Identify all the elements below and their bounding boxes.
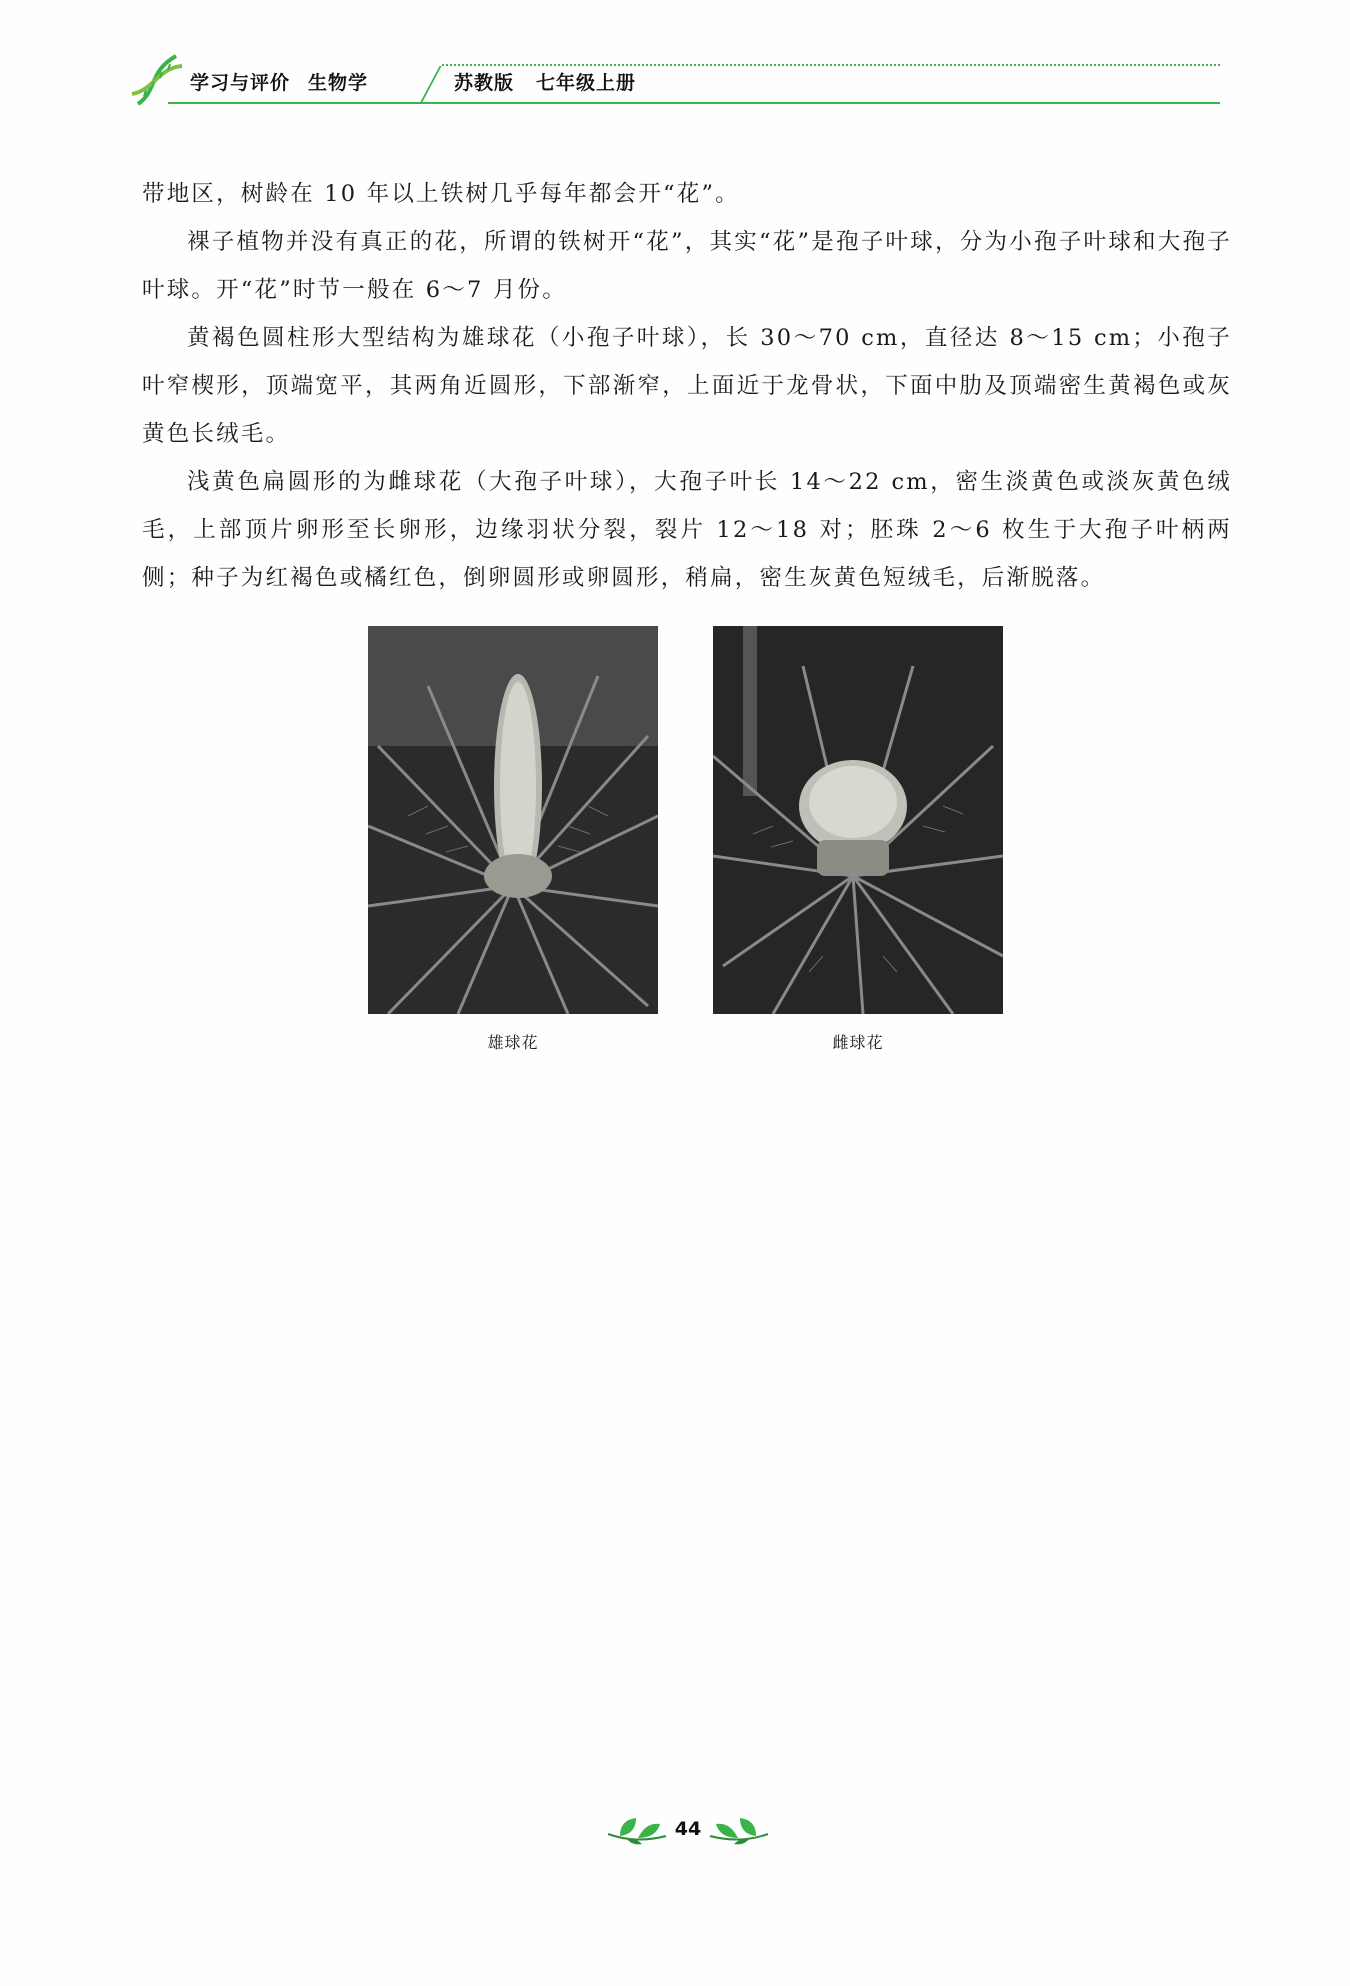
paragraph: 黄褐色圆柱形大型结构为雄球花（小孢子叶球），长 30～70 cm，直径达 8～15 cm；小孢子叶窄楔形，顶端宽平，其两角近圆形，下部渐窄，上面近于龙骨状，下面中肋及顶端密生黄褐色或灰黄色长绒毛。 [142, 325, 1232, 447]
body-text [142, 170, 1232, 602]
header-rule [168, 102, 1220, 104]
leaf-ornament-icon [708, 1814, 770, 1848]
paragraph: 浅黄色扁圆形的为雌球花（大孢子叶球），大孢子叶长 14～22 cm，密生淡黄色或淡灰黄色绒毛，上部顶片卵形至长卵形，边缘羽状分裂，裂片 12～18 对；胚珠 2～6 枚生于大孢子叶柄两侧；种子为红褐色或橘红色，倒卵圆形或卵圆形，稍扁，密生灰黄色短绒毛，后渐脱落。 [142, 469, 1232, 591]
header-edition [454, 68, 636, 95]
figure-caption: 雌球花 [832, 1033, 884, 1052]
page-footer [0, 1812, 1350, 1852]
cycad-female-cone-photo [713, 626, 1003, 1014]
dna-icon [128, 50, 186, 110]
book-title: 学习与评价 [190, 72, 291, 94]
leaf-ornament-icon [606, 1814, 668, 1848]
figure-caption: 雄球花 [487, 1033, 539, 1052]
figure-female-cone [713, 626, 1003, 1053]
paragraph-continued: 带地区，树龄在 10 年以上铁树几乎每年都会开“花”。 [142, 181, 740, 207]
paragraph: 裸子植物并没有真正的花，所谓的铁树开“花”，其实“花”是孢子叶球，分为小孢子叶球和大孢子叶球。开“花”时节一般在 6～7 月份。 [142, 229, 1232, 303]
page-header [128, 58, 1220, 108]
subject-name: 生物学 [308, 72, 369, 94]
grade-name: 七年级上册 [536, 72, 637, 94]
figure-male-cone [368, 626, 658, 1053]
header-book-title [190, 68, 368, 95]
page-number: 44 [674, 1818, 702, 1840]
header-dotted-rule [442, 64, 1220, 66]
cycad-male-cone-photo [368, 626, 658, 1014]
header-divider [420, 66, 441, 102]
edition-name: 苏教版 [454, 72, 515, 94]
